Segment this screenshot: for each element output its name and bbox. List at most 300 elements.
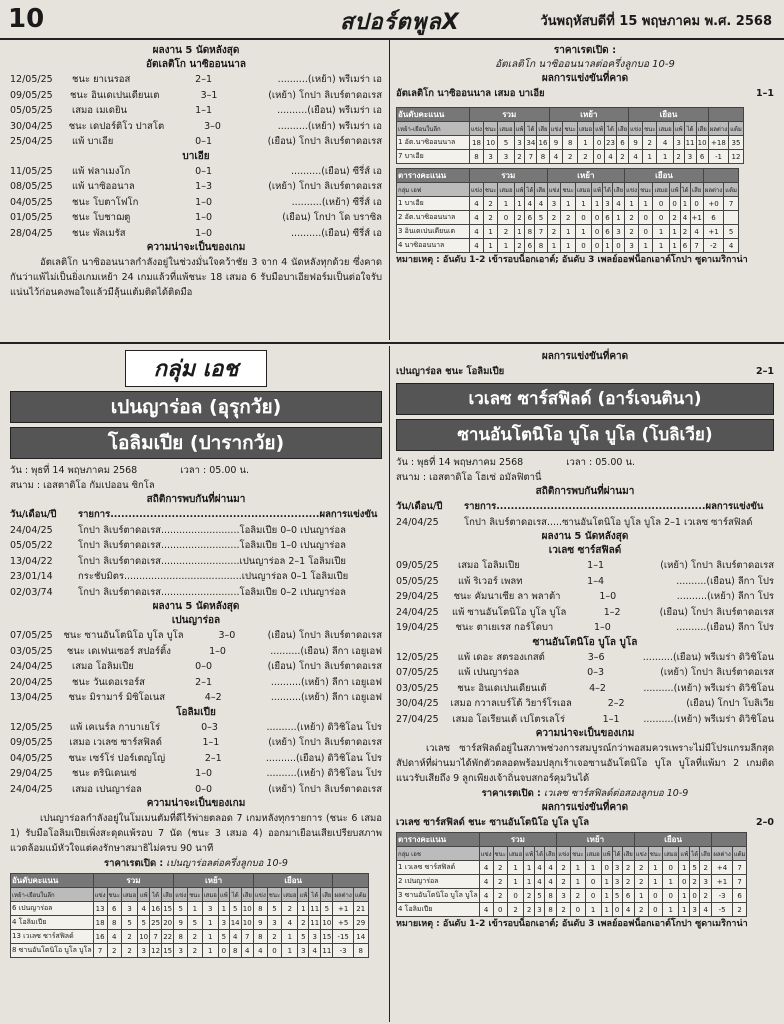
table-subheader: แข่ง: [549, 122, 563, 136]
stat-cell: 6: [732, 889, 747, 903]
table-subheader: แพ้: [514, 183, 525, 197]
stat-cell: +18: [708, 136, 728, 150]
group-table: [396, 832, 747, 917]
stat-cell: 2: [524, 889, 535, 903]
stat-cell: 4: [657, 136, 673, 150]
table-subheader: ผลต่าง: [712, 847, 732, 861]
h2h-title: สถิติการพบกันที่ผ่านมา: [146, 494, 246, 505]
table-corner-sub: กลุ่ม เอฟ: [397, 183, 470, 197]
match-competition: (เหย้า) โกปา ลิเบร์ตาดอเรส: [268, 181, 382, 192]
stat-cell: 6: [622, 889, 634, 903]
stat-cell: 3: [625, 239, 639, 253]
stat-cell: 2: [483, 197, 497, 211]
table-subheader: ได้: [605, 122, 617, 136]
team-name: 1 อัต.นาซิออนนาล: [397, 136, 470, 150]
stat-cell: 4: [479, 861, 493, 875]
stat-cell: 0: [575, 239, 591, 253]
form-row: [10, 88, 382, 104]
match-score: 1–1: [587, 560, 604, 571]
stat-cell: 1: [592, 197, 603, 211]
table-subheader: แพ้: [138, 888, 150, 902]
team-b-banner: ซานอันโตนิโอ บูโล บูโล (โบลิเวีย): [396, 419, 774, 451]
h2h-date: 02/03/74: [10, 586, 53, 598]
stat-cell: 0: [601, 861, 612, 875]
h2h-date: 05/05/22: [10, 540, 53, 551]
price-title: ราคาเรตเปิด :: [104, 858, 164, 869]
stat-cell: 1: [202, 916, 218, 930]
table-subheader: เสมอ: [282, 888, 298, 902]
table-subheader: เสมอ: [657, 122, 673, 136]
match-opponent: ชนะ เดเฟนเซอร์ สปอร์ติ้ง: [66, 645, 171, 657]
stat-cell: 1: [483, 239, 497, 253]
match-time: เวลา : 05.00 น.: [566, 457, 635, 468]
stat-cell: 4: [470, 225, 484, 239]
stat-cell: 22: [162, 930, 174, 944]
table-subheader: ชนะ: [483, 183, 497, 197]
stat-cell: 3: [174, 944, 188, 958]
stat-cell: 15: [321, 930, 333, 944]
stat-cell: 7: [690, 239, 703, 253]
price-text: อัตเลติโก นาซิออนนาลต่อครึ่งลูกบอ 10-9: [495, 59, 675, 70]
stat-cell: 9: [629, 136, 643, 150]
stat-cell: 3: [684, 150, 696, 164]
match-competition: ..........(เหย้า) ซีรี่ส์ เอ: [291, 196, 382, 208]
table-row: [397, 239, 739, 253]
stat-cell: 7: [724, 197, 739, 211]
form-list: [10, 72, 382, 150]
table-group-header: เยือน: [629, 108, 709, 122]
stat-cell: 1: [653, 239, 669, 253]
stat-cell: 1: [634, 889, 648, 903]
section-divider: [0, 342, 784, 344]
table-subheader: เสมอ: [498, 122, 514, 136]
match-score: 1–0: [195, 212, 212, 223]
table-corner-label: ตารางคะแนน: [397, 833, 480, 847]
stat-cell: 5: [612, 889, 622, 903]
stat-cell: 1: [669, 225, 680, 239]
table-subheader: เสมอ: [663, 847, 679, 861]
form-row: [396, 574, 774, 590]
match-opponent: ชนะ โบชาฌตู: [72, 212, 131, 223]
stat-cell: 11: [684, 136, 696, 150]
stat-cell: 2: [188, 944, 202, 958]
match-opponent: ชนะ ซานอันโตนิโอ บูโล บูโล: [63, 630, 184, 641]
stat-cell: 2: [669, 211, 680, 225]
match-date: 12/05/25: [396, 651, 439, 663]
match-date: 04/05/25: [10, 752, 53, 764]
form-row: [10, 195, 382, 211]
team-name: 7 บาเอีย: [397, 150, 470, 164]
match-competition: ..........(เยือน) ลีกา เอยูเอฟ: [270, 645, 382, 657]
stat-cell: 4: [138, 902, 150, 916]
stat-cell: 4: [690, 225, 703, 239]
stat-cell: 4: [700, 903, 712, 917]
stat-cell: 4: [629, 150, 643, 164]
match-score: 0–1: [195, 136, 212, 147]
match-opponent: เสมอ เปนญาร่อล: [72, 783, 142, 795]
table-subheader: ชนะ: [571, 847, 585, 861]
stat-cell: 11: [309, 916, 321, 930]
match-score: 2–1: [195, 676, 212, 688]
match-score: 0–0: [195, 661, 212, 672]
stat-cell: 5: [138, 916, 150, 930]
table-subheader-row: [397, 847, 747, 861]
stat-cell: 1: [298, 902, 309, 916]
match-opponent: เสมอ เมเดยิน: [72, 105, 128, 116]
newspaper-logo: สปอร์ตพูลX: [340, 10, 460, 35]
table-subheader-row: [11, 888, 369, 902]
stat-cell: 18: [93, 916, 107, 930]
form-row: [396, 620, 774, 636]
table-corner-label: ตารางคะแนน: [397, 169, 470, 183]
match-opponent: ชนะ วันเดอเรอร์ส: [72, 676, 145, 688]
match-competition: (เยือน) โกปา ลิเบร์ตาดอเรส: [659, 606, 774, 618]
h2h-detail: กระชับมิตร.......................................เปนญาร่อล 0–1 โอลิมเปีย: [78, 571, 349, 582]
table-row: [397, 875, 747, 889]
stat-cell: 1: [498, 239, 514, 253]
match-score: 1–0: [195, 768, 212, 779]
table-subheader: เสีย: [241, 888, 253, 902]
stat-cell: 20: [162, 916, 174, 930]
stat-cell: 2: [282, 902, 298, 916]
h2h-detail: โกปา ลิเบร์ตาดอเรส..........................โอลิมเปีย 0–0 เปนญาร่อล: [78, 524, 346, 536]
match-date: 30/04/25: [396, 698, 439, 709]
team-a-banner: เวเลซ ซาร์สฟิลด์ (อาร์เจนตินา): [396, 383, 774, 415]
table-row: [397, 150, 744, 164]
team-name: 3 อินเดเปนเดียนเต: [397, 225, 470, 239]
team-title: บาเอีย: [182, 150, 210, 162]
stat-cell: 4: [229, 930, 241, 944]
table-subheader: แพ้: [298, 888, 309, 902]
stat-cell: 0: [648, 889, 662, 903]
table-subheader: เสมอ: [121, 888, 137, 902]
stat-cell: 1: [571, 861, 585, 875]
stat-cell: 0: [592, 239, 603, 253]
table-subheader: แข่ง: [629, 122, 643, 136]
stat-cell: 2: [625, 211, 639, 225]
stat-cell: 3: [309, 930, 321, 944]
stat-cell: +1: [712, 875, 732, 889]
stat-cell: 5: [535, 889, 545, 903]
prediction: [396, 86, 774, 101]
table-subheader: แพ้: [524, 847, 535, 861]
stat-cell: 2: [547, 225, 561, 239]
stat-cell: 3: [612, 875, 622, 889]
prediction-title: ผลการแข่งขันที่คาด: [541, 802, 629, 813]
table-header-row: [397, 833, 747, 847]
stat-cell: 1: [679, 889, 690, 903]
prediction: [396, 364, 774, 379]
top-left-section: [10, 44, 382, 300]
chance-title: ความน่าจะเป็นของเกม: [535, 728, 635, 739]
stat-cell: 4: [525, 197, 535, 211]
form-row: [10, 690, 382, 706]
stat-cell: -2: [703, 239, 723, 253]
table-subheader: ได้: [680, 183, 690, 197]
h2h-detail: โกปา ลิเบร์ตาดอเรส..........................เปนญาร่อล 2–1 โอลิมเปีย: [78, 555, 346, 567]
match-date: 24/04/25: [396, 606, 439, 618]
team-name: 13 เวเลซ ซาร์สฟิลด์: [11, 930, 94, 944]
stat-cell: 4: [680, 211, 690, 225]
form-list: [10, 164, 382, 242]
table-subheader: ได้: [525, 183, 535, 197]
stat-cell: 3: [498, 150, 514, 164]
match-opponent: เสมอ กวาลเบร์โต้ วิยาร์โรเอล: [450, 698, 572, 709]
h2h-row: [10, 554, 382, 570]
match-opponent: แพ้ บาเอีย: [72, 136, 114, 147]
match-score: 1–1: [195, 105, 212, 116]
match-competition: (เยือน) โกปา ลิเบร์ตาดอเรส: [267, 661, 382, 672]
prediction-title: ผลการแข่งขันที่คาด: [541, 351, 629, 362]
stat-cell: 1: [188, 902, 202, 916]
stat-cell: 2: [493, 861, 507, 875]
stat-cell: 3: [298, 944, 309, 958]
match-score: 1–1: [202, 737, 220, 748]
stat-cell: 0: [493, 903, 507, 917]
stat-cell: 1: [282, 930, 298, 944]
table-subheader: แพ้: [673, 122, 684, 136]
stat-cell: 2: [571, 889, 585, 903]
table-subheader: ชนะ: [561, 183, 575, 197]
stat-cell: 0: [612, 239, 624, 253]
match-opponent: ชนะ อินเดเปนเดียนเต: [70, 89, 160, 101]
table-subheader: ชนะ: [639, 183, 653, 197]
table-subheader: ชนะ: [483, 122, 497, 136]
team-name: 1 เวเลซ ซาร์สฟิลด์: [397, 861, 480, 875]
stat-cell: 4: [479, 903, 493, 917]
stat-cell: 8: [544, 889, 556, 903]
table-row: [397, 903, 747, 917]
table-subheader: แข่ง: [253, 888, 267, 902]
team-title: ซานอันโตนิโอ บูโล บูโล: [532, 636, 638, 648]
stat-cell: 8: [107, 916, 121, 930]
form-row: [10, 766, 382, 782]
stat-cell: 4: [107, 930, 121, 944]
stat-cell: 5: [188, 916, 202, 930]
stat-cell: 3: [202, 902, 218, 916]
match-date: 09/05/25: [10, 89, 53, 101]
column-divider: [389, 40, 390, 340]
table-subheader: แพ้: [514, 122, 525, 136]
stat-cell: 2: [514, 211, 525, 225]
form-row: [396, 681, 774, 697]
stat-cell: +1: [333, 902, 353, 916]
match-competition: ..........(เหย้า) ลีกา เอยูเอฟ: [270, 676, 382, 688]
form-row: [10, 659, 382, 675]
match-date: 09/05/25: [396, 560, 439, 571]
stat-cell: 1: [679, 903, 690, 917]
stat-cell: 0: [498, 211, 514, 225]
match-competition: ..........(เหย้า) พรีเมร่า ดิวิชิโอน: [643, 682, 774, 694]
chance-title: ความน่าจะเป็นของเกม: [146, 798, 246, 809]
table-subheader: เสีย: [690, 183, 703, 197]
match-opponent: เสมอ โอลิมเปีย: [458, 560, 520, 571]
match-score: 3–1: [200, 89, 218, 101]
stat-cell: 0: [690, 197, 703, 211]
stat-cell: 4: [241, 944, 253, 958]
table-subheader: แพ้: [679, 847, 690, 861]
table-subheader: แข่ง: [93, 888, 107, 902]
team-name: 2 เปนญาร่อล: [397, 875, 480, 889]
stat-cell: 7: [93, 944, 107, 958]
table-subheader: เสีย: [612, 183, 624, 197]
stat-cell: 25: [150, 916, 162, 930]
table-group-header: เหย้า: [174, 874, 254, 888]
match-competition: ..........(เยือน) ซีรี่ส์ เอ: [291, 227, 382, 239]
match-opponent: เสมอ เวเลซ ซาร์สฟิลด์: [69, 737, 162, 748]
match-day: วัน : พุธที่ 14 พฤษภาคม 2568: [10, 465, 138, 476]
stat-cell: 1: [498, 197, 514, 211]
stat-cell: 4: [282, 916, 298, 930]
match-competition: ..........(เยือน) พรีเมร่า ดิวิชิโอน: [642, 651, 774, 663]
match-date: 03/05/25: [396, 682, 439, 694]
stat-cell: 2: [622, 861, 634, 875]
match-date: 29/04/25: [396, 591, 439, 602]
team-name: 2 อัต.นาซิออนนาล: [397, 211, 470, 225]
stat-cell: 4: [535, 875, 545, 889]
stat-cell: 4: [605, 150, 617, 164]
match-score: 4–2: [589, 682, 606, 694]
table-subheader: ชนะ: [648, 847, 662, 861]
match-score: 1–0: [195, 227, 212, 239]
stat-cell: +5: [333, 916, 353, 930]
form-title: ผลงาน 5 นัดหลังสุด: [152, 601, 240, 612]
match-opponent: ชนะ พัลเมรัส: [72, 227, 126, 239]
stat-cell: 6: [703, 211, 723, 225]
match-score: 3–6: [587, 651, 605, 663]
price-text: เวเลซ ซาร์สฟิลด์ต่อสองลูกบอ 10-9: [543, 788, 689, 799]
stat-cell: 4: [470, 211, 484, 225]
form-list: [10, 720, 382, 798]
table-row: [397, 136, 744, 150]
stat-cell: 8: [253, 902, 267, 916]
h2h-date: 24/04/25: [10, 524, 53, 536]
h2h-detail: โกปา ลิเบร์ตาดอเรส..........................โอลิมเปีย 1–0 เปนญาร่อล: [78, 540, 346, 551]
match-date: 29/04/25: [10, 768, 53, 779]
stat-cell: 7: [150, 930, 162, 944]
stat-cell: 2: [121, 944, 137, 958]
stat-cell: 11: [309, 902, 321, 916]
stat-cell: 4: [612, 197, 624, 211]
match-opponent: ชนะ มิรามาร์ มิซิโอเนส: [68, 692, 166, 703]
form-row: [396, 712, 774, 728]
match-opponent: ชนะ ยาเนรอส: [72, 74, 131, 85]
stat-cell: 1: [663, 903, 679, 917]
table-subheader: เสีย: [700, 847, 712, 861]
stat-cell: 1: [679, 861, 690, 875]
stat-cell: 1: [561, 197, 575, 211]
stat-cell: +0: [703, 197, 723, 211]
form-row: [10, 179, 382, 195]
match-competition: ..........(เหย้า) พรีเมร่า เอ: [277, 120, 383, 132]
stat-cell: 35: [729, 136, 744, 150]
match-competition: ..........(เยือน) ลีกา โปร: [676, 622, 774, 633]
stat-cell: 0: [592, 211, 603, 225]
stat-cell: 4: [549, 150, 563, 164]
table-subheader: ชนะ: [643, 122, 657, 136]
table-header-row: [397, 108, 744, 122]
form-row: [10, 675, 382, 691]
form-row: [10, 226, 382, 242]
table-subheader: เสีย: [616, 122, 628, 136]
stat-cell: 1: [639, 197, 653, 211]
match-venue: สนาม : เอสตาดิโอ โฮเซ่ อมัลฟิตานี่: [396, 472, 542, 483]
group-table: [396, 168, 739, 253]
match-date: 03/05/25: [10, 645, 53, 657]
match-opponent: แพ้ เคเนร์ล กาบาเยโร่: [69, 721, 161, 733]
price-text: เปนญาร่อลต่อครึ่งลูกบอ 10-9: [166, 858, 288, 869]
stat-cell: 5: [298, 930, 309, 944]
stat-cell: 6: [696, 150, 708, 164]
match-date: 20/04/25: [10, 676, 53, 688]
stat-cell: 1: [657, 150, 673, 164]
match-competition: (เยือน) โกปา โด บราซิล: [282, 212, 382, 223]
stat-cell: 9: [174, 916, 188, 930]
table-row: [397, 225, 739, 239]
match-date: 13/04/25: [10, 692, 53, 703]
table-subheader: แข่ง: [479, 847, 493, 861]
table-subheader: แข่ง: [625, 183, 639, 197]
stat-cell: 0: [594, 150, 605, 164]
stat-cell: 2: [732, 903, 747, 917]
stat-cell: 3: [673, 136, 684, 150]
match-date: 28/04/25: [10, 227, 53, 239]
h2h-list: [10, 523, 382, 601]
stat-cell: 2: [267, 930, 281, 944]
stat-cell: 4: [479, 875, 493, 889]
form-row: [10, 735, 382, 751]
stat-cell: 0: [612, 903, 622, 917]
team-title: เวเลซ ซาร์สฟิลด์: [548, 545, 622, 556]
match-opponent: ชนะ อินเดเปนเดียนเต้: [457, 682, 547, 694]
match-date: 07/05/25: [10, 630, 53, 641]
table-subheader: เสมอ: [202, 888, 218, 902]
stat-cell: 2: [557, 861, 571, 875]
bottom-right-section: [396, 350, 774, 931]
prediction-title: ผลการแข่งขันที่คาด: [541, 73, 629, 84]
stat-cell: 4: [724, 239, 739, 253]
stat-cell: 1: [524, 875, 535, 889]
stat-cell: +1: [690, 211, 703, 225]
stat-cell: 4: [309, 944, 321, 958]
table-group-header: เหย้า: [557, 833, 635, 847]
table-row: [397, 889, 747, 903]
match-opponent: ชนะ คัมนาเซีย ลา พลาต้า: [453, 591, 561, 602]
table-subheader: ได้: [612, 847, 622, 861]
h2h-row: [10, 538, 382, 554]
standings-table: [396, 107, 744, 164]
stat-cell: 1: [202, 944, 218, 958]
stat-cell: 0: [679, 875, 690, 889]
match-competition: ..........(เหย้า) ลีกา เอยูเอฟ: [270, 692, 382, 703]
h2h-header: วัน/เดือน/ปี รายการ..........................................................ผลการแข่งขัน: [396, 501, 764, 512]
stat-cell: 2: [563, 150, 577, 164]
stat-cell: 1: [577, 136, 593, 150]
match-date: 11/05/25: [10, 165, 53, 177]
stat-cell: 14: [229, 916, 241, 930]
stat-cell: 0: [669, 197, 680, 211]
stat-cell: [724, 211, 739, 225]
table-subheader: ได้: [150, 888, 162, 902]
match-date: 27/04/25: [396, 713, 439, 725]
price: [396, 786, 774, 801]
stat-cell: 3: [138, 944, 150, 958]
table-subheader: เสีย: [321, 888, 333, 902]
table-subheader: ได้: [525, 122, 537, 136]
stat-cell: 1: [585, 903, 601, 917]
h2h-row: [10, 523, 382, 539]
price-title: ราคาเรตเปิด :: [553, 45, 617, 56]
